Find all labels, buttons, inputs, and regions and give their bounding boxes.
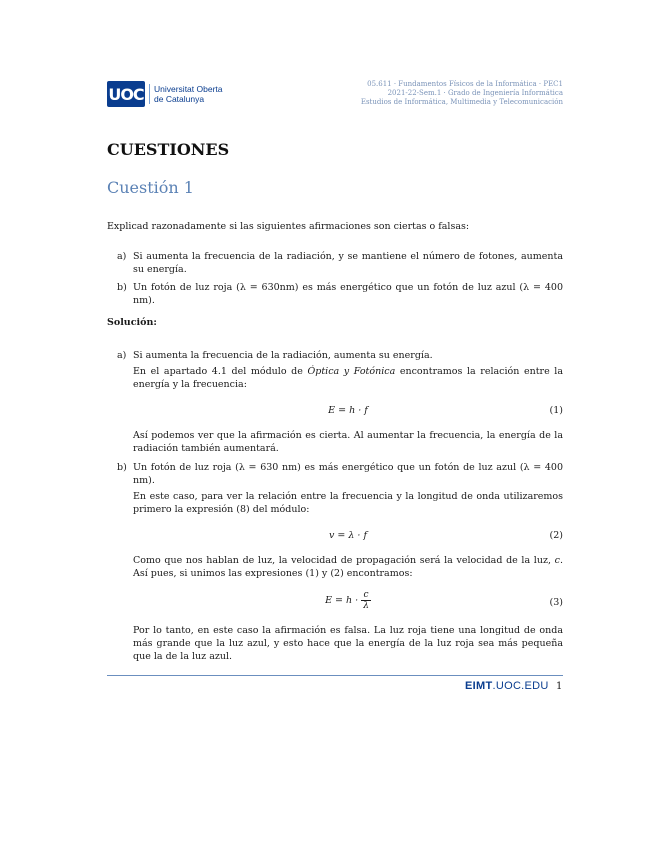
equation-3 [133, 590, 563, 614]
logo-line-1: Universitat Oberta [154, 84, 223, 94]
equation-expression [133, 590, 563, 611]
uoc-logo-mark: UOC [107, 81, 145, 107]
course-info-line-3: Estudios de Informática, Multimedia y Telecomunicación [360, 98, 563, 106]
solution-paragraph: Por lo tanto, en este caso la afirmación es falsa. La luz roja tiene una longitud de onda más grande que la luz azul, y esto hace que la energía de la luz roja sea más pequeña que la de la luz azul. [133, 625, 563, 662]
equation-left: E = h · [325, 595, 359, 606]
paragraph-text: Como que nos hablan de luz, la velocidad de propagación será la velocidad de la luz, [133, 555, 555, 566]
module-name: Óptica y Fotónica [307, 366, 396, 377]
question-label: b) [117, 282, 127, 293]
question-item-a [117, 250, 563, 276]
equation-number: (2) [549, 530, 563, 541]
course-info [361, 80, 563, 107]
uoc-logo [107, 80, 223, 108]
eimt-brand [465, 680, 549, 692]
solution-label: a) [117, 350, 127, 361]
page-number: 1 [556, 681, 563, 692]
solution-paragraph: En este caso, para ver la relación entre la frecuencia y la longitud de onda utilizaremos primero la expresión (8) del módulo: [133, 491, 563, 515]
solution-statement: Un fotón de luz roja (λ = 630 nm) es más energético que un fotón de luz azul (λ = 400 nm). [133, 462, 563, 486]
logo-line-2: de Catalunya [154, 94, 205, 104]
solution-paragraph: Así podemos ver que la afirmación es cierta. Al aumentar la frecuencia, la energía de la radiación también aumentará. [133, 430, 563, 454]
solution-statement: Si aumenta la frecuencia de la radiación, aumenta su energía. [133, 350, 433, 361]
solution-heading: Solución: [107, 317, 157, 328]
course-info-line-2: 2021-22-Sem.1 · Grado de Ingeniería Informática [387, 89, 563, 97]
question-list [117, 250, 563, 312]
solution-paragraph [133, 365, 563, 391]
fraction-denominator: λ [363, 601, 369, 611]
solution-list [117, 349, 563, 663]
solution-item-a [117, 349, 563, 455]
question-text: Un fotón de luz roja (λ = 630nm) es más energético que un fotón de luz azul (λ = 400 nm). [133, 282, 563, 306]
uoc-logo-text [149, 84, 223, 104]
question-item-b [117, 281, 563, 307]
section-title: CUESTIONES [107, 140, 230, 159]
solution-label: b) [117, 462, 127, 473]
paragraph-text: encontramos la relación entre la energía y la frecuencia: [133, 366, 564, 390]
question-label: a) [117, 251, 127, 262]
equation-expression: v = λ · f [329, 530, 367, 541]
course-info-line-1: 05.611 · Fundamentos Físicos de la Informática · PEC1 [367, 80, 563, 88]
paragraph-text: . Así pues, si unimos las expresiones (1) y (2) encontramos: [133, 555, 563, 579]
fraction-numerator: c [361, 590, 371, 601]
question-title: Cuestión 1 [107, 178, 194, 197]
footer-divider [107, 675, 563, 676]
paragraph-text: En el apartado 4.1 del módulo de [133, 366, 308, 377]
equation-2 [133, 526, 563, 544]
question-text: Si aumenta la frecuencia de la radiación, y se mantiene el número de fotones, aumenta su energía. [133, 251, 563, 275]
equation-1 [133, 401, 563, 419]
solution-item-b [117, 461, 563, 663]
fraction [361, 590, 371, 611]
equation-number: (1) [549, 405, 563, 416]
equation-expression: E = h · f [328, 405, 368, 416]
speed-of-light-symbol: c [554, 555, 560, 566]
brand-rest: .UOC.EDU [492, 680, 549, 692]
equation-number: (3) [549, 597, 563, 608]
solution-paragraph [133, 554, 563, 580]
question-intro: Explicad razonadamente si las siguientes afirmaciones son ciertas o falsas: [107, 221, 470, 232]
brand-bold: EIMT [465, 680, 493, 692]
